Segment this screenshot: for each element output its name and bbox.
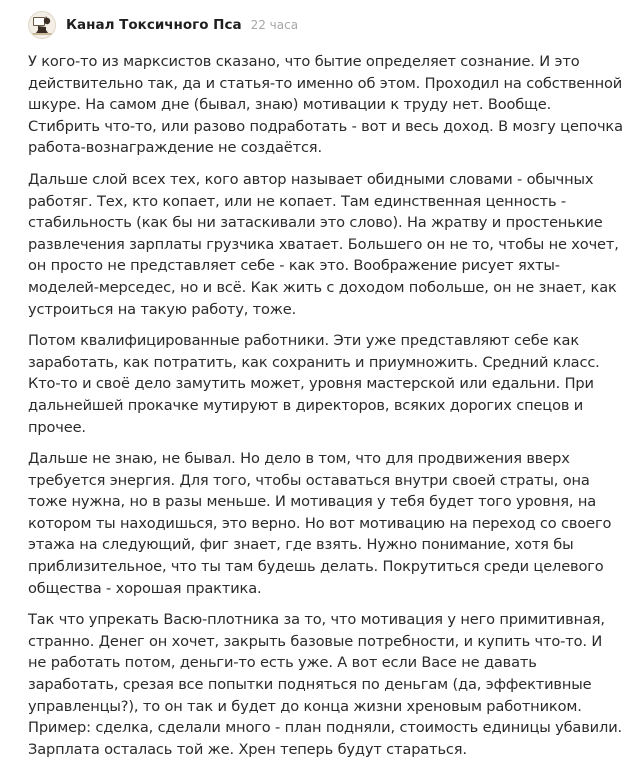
post-paragraph-5: Так что упрекать Васю-плотника за то, что мотивация у него примитивная, странно. Денег он хочет, закрыть базовые потребности, и купить что-то. И не работать потом, деньги-то есть уже. А вот если Васе не давать заработать, срезая все попытки подняться по деньгам (да, эффективные управленцы?), то он так и будет до конца жизни хреновым работником. Пример: сделка, сделали много - план подняли, стоимость единицы убавили. Зарплата осталась той же. Хрен теперь будут стараться. <box>28 611 623 758</box>
post-timestamp[interactable]: 22 часа <box>250 18 299 32</box>
post-paragraph-1: У кого-то из марксистов сказано, что бытие определяет сознание. И это действительно так, да и статья-то именно об этом. Проходил на собственной шкуре. На самом дне (бывал, знаю) мотивации к труду нет. Вообще. Стибрить что-то, или разово подработать - вот и весь доход. В мозгу цепочка работа-вознаграждение не создаётся. <box>28 53 623 157</box>
post-paragraph-2: Дальше слой всех тех, кого автор называет обидными словами - обычных работяг. Тех, кто копает, или не копает. Там единственная ценность - стабильность (как бы ни затаскивали это слово). На жратву и простенькие развлечения зарплаты грузчика хватает. Большего он не то, чтобы не хочет, он просто не представляет себе - как это. Воображение рисует яхты-моделей-мерседес, но и всё. Как жить с доходом побольше, он не знает, как устроиться на такую работу, тоже. <box>28 170 619 318</box>
post-header <box>28 10 624 40</box>
channel-name-link[interactable]: Канал Токсичного Пса <box>66 17 242 33</box>
post-paragraph-3: Потом квалифицированные работники. Эти уже представляют себе как заработать, как потратить, как сохранить и приумножить. Средний класс. Кто-то и своё дело замутить может, уровня мастерской или едальни. При дальнейшей прокачке мутируют в директоров, всяких дорогих спецов и прочее. <box>28 332 600 436</box>
post-body <box>28 51 624 760</box>
post-paragraph-4: Дальше не знаю, не бывал. Но дело в том, что для продвижения вверх требуется энергия. Для того, чтобы оставаться внутри своей страты, она тоже нужна, но в разы меньше. И мотивация у тебя будет того уровня, на котором ты находишься, это верно. Но вот мотивацию на переход со своего этажа на следующий, фиг знает, где взять. Нужно понимание, хотя бы приблизительное, что ты там будешь делать. Покрутиться среди целевого общества - хорошая практика. <box>28 450 612 597</box>
toxic-dog-avatar-icon[interactable] <box>28 11 56 39</box>
